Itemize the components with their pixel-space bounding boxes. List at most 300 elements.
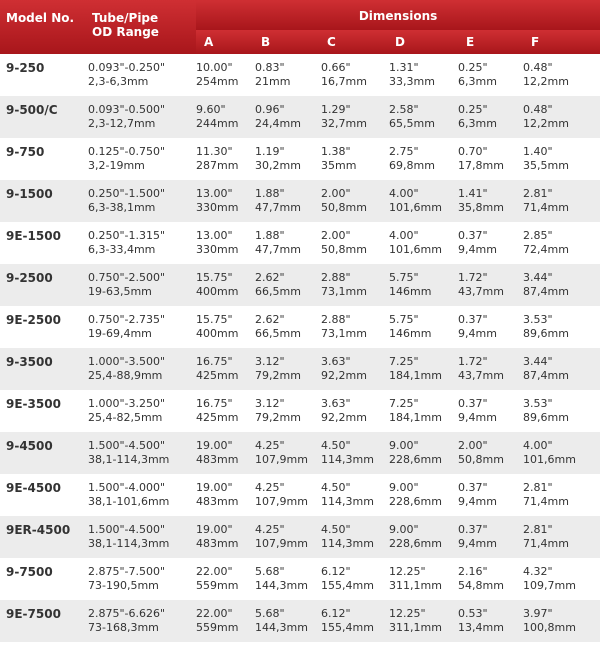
dimension-a-cell bbox=[196, 54, 253, 96]
dimension-mm: 311,1mm bbox=[389, 620, 442, 634]
dimension-d-cell bbox=[387, 96, 458, 138]
dimension-mm: 43,7mm bbox=[458, 368, 504, 382]
dimension-mm: 101,6mm bbox=[389, 242, 442, 256]
dimension-a-cell bbox=[196, 600, 253, 642]
dimension-inches: 9.00" bbox=[389, 439, 419, 452]
table-row bbox=[0, 432, 600, 474]
od-range-inches: 1.500"-4.500" bbox=[88, 523, 166, 536]
od-range-inches: 0.250"-1.315" bbox=[88, 229, 166, 242]
dimension-f-cell bbox=[523, 54, 600, 96]
dimension-e-cell bbox=[458, 96, 523, 138]
dimension-inches: 0.25" bbox=[458, 103, 488, 116]
dimension-inches: 3.12" bbox=[255, 355, 285, 368]
dimension-mm: 12,2mm bbox=[523, 116, 569, 130]
dimension-inches: 12.25" bbox=[389, 607, 426, 620]
dimension-mm: 71,4mm bbox=[523, 536, 569, 550]
dimension-mm: 107,9mm bbox=[255, 452, 308, 466]
dimension-a-cell bbox=[196, 96, 253, 138]
dimension-mm: 65,5mm bbox=[389, 116, 435, 130]
dimension-b-cell bbox=[253, 558, 319, 600]
dimension-mm: 21mm bbox=[255, 74, 291, 88]
dimension-f-cell bbox=[523, 474, 600, 516]
dimension-mm: 559mm bbox=[196, 620, 239, 634]
dimension-mm: 32,7mm bbox=[321, 116, 367, 130]
od-range-inches: 0.750"-2.500" bbox=[88, 271, 166, 284]
od-range-cell bbox=[86, 390, 196, 432]
dimension-d-cell bbox=[387, 516, 458, 558]
dimension-inches: 3.12" bbox=[255, 397, 285, 410]
dimension-mm: 559mm bbox=[196, 578, 239, 592]
dimension-mm: 79,2mm bbox=[255, 368, 301, 382]
dimension-b-cell bbox=[253, 96, 319, 138]
dimension-inches: 16.75" bbox=[196, 397, 233, 410]
dimension-inches: 4.25" bbox=[255, 481, 285, 494]
od-range-inches: 0.250"-1.500" bbox=[88, 187, 166, 200]
od-range-inches: 2.875"-7.500" bbox=[88, 565, 166, 578]
table-row bbox=[0, 474, 600, 516]
dimension-e-cell bbox=[458, 558, 523, 600]
dimension-inches: 2.16" bbox=[458, 565, 488, 578]
dimension-mm: 107,9mm bbox=[255, 536, 308, 550]
dimension-inches: 4.25" bbox=[255, 439, 285, 452]
od-range-cell bbox=[86, 222, 196, 264]
od-range-cell bbox=[86, 96, 196, 138]
od-range-inches: 0.093"-0.500" bbox=[88, 103, 166, 116]
dimension-inches: 2.62" bbox=[255, 271, 285, 284]
dimension-f-cell bbox=[523, 222, 600, 264]
dimension-mm: 71,4mm bbox=[523, 200, 569, 214]
dimension-mm: 330mm bbox=[196, 242, 239, 256]
dimension-c-cell bbox=[319, 474, 387, 516]
model-number: 9-1500 bbox=[6, 187, 53, 201]
dimension-mm: 146mm bbox=[389, 284, 432, 298]
dimension-mm: 101,6mm bbox=[389, 200, 442, 214]
dimension-inches: 4.00" bbox=[389, 187, 419, 200]
od-range-inches: 1.500"-4.000" bbox=[88, 481, 166, 494]
dimension-inches: 4.50" bbox=[321, 523, 351, 536]
dimension-d-cell bbox=[387, 222, 458, 264]
dimension-inches: 2.81" bbox=[523, 481, 553, 494]
dimension-mm: 35,5mm bbox=[523, 158, 569, 172]
dimension-inches: 3.97" bbox=[523, 607, 553, 620]
od-range-inches: 2.875"-6.626" bbox=[88, 607, 166, 620]
dimension-inches: 15.75" bbox=[196, 271, 233, 284]
dimension-a-cell bbox=[196, 222, 253, 264]
dimension-inches: 0.37" bbox=[458, 481, 488, 494]
dimension-inches: 22.00" bbox=[196, 607, 233, 620]
model-number: 9E-4500 bbox=[6, 481, 61, 495]
dimension-b-cell bbox=[253, 180, 319, 222]
dimension-inches: 1.40" bbox=[523, 145, 553, 158]
od-range-inches: 1.000"-3.250" bbox=[88, 397, 166, 410]
dimension-mm: 30,2mm bbox=[255, 158, 301, 172]
dimension-inches: 2.88" bbox=[321, 313, 351, 326]
dimension-mm: 311,1mm bbox=[389, 578, 442, 592]
dimension-b-cell bbox=[253, 306, 319, 348]
dimension-inches: 2.62" bbox=[255, 313, 285, 326]
dimension-mm: 109,7mm bbox=[523, 578, 576, 592]
dimension-mm: 50,8mm bbox=[458, 452, 504, 466]
table-header bbox=[0, 0, 600, 54]
od-range-cell bbox=[86, 516, 196, 558]
header-dim-f: F bbox=[523, 30, 600, 54]
od-range-cell bbox=[86, 180, 196, 222]
dimension-e-cell bbox=[458, 432, 523, 474]
dimension-inches: 12.25" bbox=[389, 565, 426, 578]
dimension-f-cell bbox=[523, 348, 600, 390]
header-od-range bbox=[86, 0, 196, 54]
dimension-inches: 1.41" bbox=[458, 187, 488, 200]
od-range-mm: 2,3-6,3mm bbox=[88, 74, 149, 88]
dimension-e-cell bbox=[458, 306, 523, 348]
model-number: 9-3500 bbox=[6, 355, 53, 369]
table-row bbox=[0, 516, 600, 558]
od-range-inches: 0.093"-0.250" bbox=[88, 61, 166, 74]
dimension-inches: 19.00" bbox=[196, 439, 233, 452]
dimension-mm: 146mm bbox=[389, 326, 432, 340]
dimension-d-cell bbox=[387, 180, 458, 222]
dimension-mm: 47,7mm bbox=[255, 242, 301, 256]
dimension-mm: 17,8mm bbox=[458, 158, 504, 172]
dimension-mm: 47,7mm bbox=[255, 200, 301, 214]
dimension-mm: 54,8mm bbox=[458, 578, 504, 592]
dimension-inches: 0.37" bbox=[458, 523, 488, 536]
dimension-inches: 2.00" bbox=[458, 439, 488, 452]
dimension-c-cell bbox=[319, 348, 387, 390]
dimension-inches: 0.70" bbox=[458, 145, 488, 158]
dimension-inches: 3.44" bbox=[523, 355, 553, 368]
header-dim-a: A bbox=[196, 30, 253, 54]
od-range-mm: 38,1-114,3mm bbox=[88, 452, 170, 466]
dimension-mm: 9,4mm bbox=[458, 326, 497, 340]
dimension-mm: 9,4mm bbox=[458, 242, 497, 256]
dimension-mm: 228,6mm bbox=[389, 494, 442, 508]
dimension-c-cell bbox=[319, 558, 387, 600]
od-range-cell bbox=[86, 432, 196, 474]
od-range-mm: 6,3-38,1mm bbox=[88, 200, 156, 214]
table-row bbox=[0, 558, 600, 600]
dimension-inches: 4.25" bbox=[255, 523, 285, 536]
model-number: 9-2500 bbox=[6, 271, 53, 285]
dimension-a-cell bbox=[196, 432, 253, 474]
dimension-f-cell bbox=[523, 180, 600, 222]
dimension-b-cell bbox=[253, 474, 319, 516]
dimension-b-cell bbox=[253, 264, 319, 306]
model-number: 9-250 bbox=[6, 61, 45, 75]
table-row bbox=[0, 390, 600, 432]
od-range-cell bbox=[86, 306, 196, 348]
dimension-inches: 0.48" bbox=[523, 103, 553, 116]
header-od-range-line2: OD Range bbox=[92, 25, 159, 39]
dimension-e-cell bbox=[458, 474, 523, 516]
dimension-f-cell bbox=[523, 96, 600, 138]
dimension-a-cell bbox=[196, 264, 253, 306]
model-number: 9-4500 bbox=[6, 439, 53, 453]
od-range-inches: 0.750"-2.735" bbox=[88, 313, 166, 326]
dimension-inches: 22.00" bbox=[196, 565, 233, 578]
dimension-inches: 0.83" bbox=[255, 61, 285, 74]
dimension-mm: 33,3mm bbox=[389, 74, 435, 88]
dimension-inches: 0.37" bbox=[458, 229, 488, 242]
od-range-cell bbox=[86, 264, 196, 306]
od-range-mm: 6,3-33,4mm bbox=[88, 242, 156, 256]
od-range-mm: 73-190,5mm bbox=[88, 578, 159, 592]
dimension-e-cell bbox=[458, 348, 523, 390]
dimension-a-cell bbox=[196, 306, 253, 348]
header-dim-e: E bbox=[458, 30, 523, 54]
dimension-b-cell bbox=[253, 516, 319, 558]
dimension-mm: 184,1mm bbox=[389, 368, 442, 382]
dimension-mm: 9,4mm bbox=[458, 494, 497, 508]
model-number: 9ER-4500 bbox=[6, 523, 71, 537]
dimension-d-cell bbox=[387, 54, 458, 96]
table-body bbox=[0, 54, 600, 642]
header-model-no: Model No. bbox=[0, 0, 86, 54]
dimension-mm: 66,5mm bbox=[255, 284, 301, 298]
dimension-inches: 11.30" bbox=[196, 145, 233, 158]
dimension-mm: 114,3mm bbox=[321, 452, 374, 466]
dimension-inches: 4.50" bbox=[321, 481, 351, 494]
dimension-b-cell bbox=[253, 600, 319, 642]
dimension-mm: 483mm bbox=[196, 494, 239, 508]
dimension-mm: 155,4mm bbox=[321, 620, 374, 634]
dimension-mm: 400mm bbox=[196, 326, 239, 340]
dimension-d-cell bbox=[387, 474, 458, 516]
dimension-d-cell bbox=[387, 264, 458, 306]
dimension-inches: 9.00" bbox=[389, 523, 419, 536]
dimension-mm: 228,6mm bbox=[389, 536, 442, 550]
dimension-mm: 9,4mm bbox=[458, 410, 497, 424]
dimension-inches: 1.72" bbox=[458, 271, 488, 284]
dimension-inches: 2.00" bbox=[321, 187, 351, 200]
dimension-mm: 425mm bbox=[196, 368, 239, 382]
dimension-inches: 19.00" bbox=[196, 523, 233, 536]
dimension-d-cell bbox=[387, 138, 458, 180]
od-range-mm: 25,4-82,5mm bbox=[88, 410, 163, 424]
dimension-e-cell bbox=[458, 138, 523, 180]
dimension-b-cell bbox=[253, 54, 319, 96]
dimension-inches: 3.53" bbox=[523, 313, 553, 326]
dimension-inches: 2.85" bbox=[523, 229, 553, 242]
dimension-f-cell bbox=[523, 516, 600, 558]
dimension-inches: 1.31" bbox=[389, 61, 419, 74]
dimension-f-cell bbox=[523, 138, 600, 180]
dimension-inches: 2.00" bbox=[321, 229, 351, 242]
dimension-inches: 1.38" bbox=[321, 145, 351, 158]
dimension-c-cell bbox=[319, 516, 387, 558]
dimension-mm: 92,2mm bbox=[321, 368, 367, 382]
dimension-inches: 1.72" bbox=[458, 355, 488, 368]
dimension-mm: 71,4mm bbox=[523, 494, 569, 508]
dimension-mm: 35,8mm bbox=[458, 200, 504, 214]
dimension-c-cell bbox=[319, 54, 387, 96]
dimension-inches: 1.29" bbox=[321, 103, 351, 116]
dimension-d-cell bbox=[387, 306, 458, 348]
dimension-inches: 7.25" bbox=[389, 355, 419, 368]
dimension-d-cell bbox=[387, 432, 458, 474]
dimension-inches: 3.44" bbox=[523, 271, 553, 284]
table-row bbox=[0, 54, 600, 96]
dimension-inches: 1.88" bbox=[255, 187, 285, 200]
dimension-inches: 7.25" bbox=[389, 397, 419, 410]
dimension-mm: 6,3mm bbox=[458, 116, 497, 130]
dimension-f-cell bbox=[523, 306, 600, 348]
model-number: 9-7500 bbox=[6, 565, 53, 579]
od-range-mm: 19-63,5mm bbox=[88, 284, 152, 298]
dimension-a-cell bbox=[196, 516, 253, 558]
table-row bbox=[0, 306, 600, 348]
dimension-b-cell bbox=[253, 432, 319, 474]
dimension-a-cell bbox=[196, 558, 253, 600]
dimension-d-cell bbox=[387, 348, 458, 390]
model-number: 9E-1500 bbox=[6, 229, 61, 243]
table-row bbox=[0, 138, 600, 180]
dimension-a-cell bbox=[196, 138, 253, 180]
dimension-a-cell bbox=[196, 390, 253, 432]
dimension-mm: 114,3mm bbox=[321, 494, 374, 508]
od-range-cell bbox=[86, 138, 196, 180]
dimension-inches: 1.88" bbox=[255, 229, 285, 242]
table-row bbox=[0, 264, 600, 306]
dimension-inches: 2.81" bbox=[523, 523, 553, 536]
dimension-inches: 15.75" bbox=[196, 313, 233, 326]
dimension-inches: 3.63" bbox=[321, 397, 351, 410]
dimension-mm: 244mm bbox=[196, 116, 239, 130]
dimension-inches: 1.19" bbox=[255, 145, 285, 158]
table-row bbox=[0, 348, 600, 390]
dimension-mm: 69,8mm bbox=[389, 158, 435, 172]
od-range-cell bbox=[86, 348, 196, 390]
header-dim-d: D bbox=[387, 30, 458, 54]
dimension-f-cell bbox=[523, 558, 600, 600]
dimension-mm: 73,1mm bbox=[321, 284, 367, 298]
dimension-inches: 9.60" bbox=[196, 103, 226, 116]
dimension-b-cell bbox=[253, 222, 319, 264]
dimension-mm: 79,2mm bbox=[255, 410, 301, 424]
dimension-inches: 16.75" bbox=[196, 355, 233, 368]
dimension-mm: 184,1mm bbox=[389, 410, 442, 424]
dimension-inches: 4.00" bbox=[389, 229, 419, 242]
model-number: 9E-2500 bbox=[6, 313, 61, 327]
dimension-inches: 6.12" bbox=[321, 607, 351, 620]
dimension-inches: 13.00" bbox=[196, 187, 233, 200]
dimension-c-cell bbox=[319, 96, 387, 138]
dimension-mm: 400mm bbox=[196, 284, 239, 298]
od-range-mm: 2,3-12,7mm bbox=[88, 116, 156, 130]
dimension-inches: 19.00" bbox=[196, 481, 233, 494]
dimension-mm: 483mm bbox=[196, 536, 239, 550]
header-dimensions: Dimensions bbox=[196, 0, 600, 30]
dimension-c-cell bbox=[319, 600, 387, 642]
dimension-mm: 87,4mm bbox=[523, 368, 569, 382]
dimension-e-cell bbox=[458, 180, 523, 222]
dimension-mm: 144,3mm bbox=[255, 578, 308, 592]
dimension-inches: 0.53" bbox=[458, 607, 488, 620]
dimension-inches: 4.00" bbox=[523, 439, 553, 452]
dimension-inches: 10.00" bbox=[196, 61, 233, 74]
dimension-mm: 483mm bbox=[196, 452, 239, 466]
model-number: 9-500/C bbox=[6, 103, 58, 117]
dimension-mm: 73,1mm bbox=[321, 326, 367, 340]
dimension-mm: 50,8mm bbox=[321, 200, 367, 214]
dimension-inches: 4.32" bbox=[523, 565, 553, 578]
dimension-inches: 2.81" bbox=[523, 187, 553, 200]
od-range-mm: 3,2-19mm bbox=[88, 158, 145, 172]
dimension-mm: 144,3mm bbox=[255, 620, 308, 634]
dimension-a-cell bbox=[196, 180, 253, 222]
dimension-f-cell bbox=[523, 432, 600, 474]
od-range-mm: 73-168,3mm bbox=[88, 620, 159, 634]
od-range-cell bbox=[86, 600, 196, 642]
dimension-inches: 0.25" bbox=[458, 61, 488, 74]
od-range-cell bbox=[86, 54, 196, 96]
od-range-cell bbox=[86, 558, 196, 600]
dimension-mm: 24,4mm bbox=[255, 116, 301, 130]
dimension-b-cell bbox=[253, 348, 319, 390]
dimension-inches: 0.66" bbox=[321, 61, 351, 74]
dimension-e-cell bbox=[458, 600, 523, 642]
dimension-inches: 6.12" bbox=[321, 565, 351, 578]
dimension-a-cell bbox=[196, 474, 253, 516]
model-number: 9E-7500 bbox=[6, 607, 61, 621]
dimension-c-cell bbox=[319, 222, 387, 264]
dimension-mm: 50,8mm bbox=[321, 242, 367, 256]
dimension-mm: 35mm bbox=[321, 158, 357, 172]
table-row bbox=[0, 222, 600, 264]
dimension-inches: 0.37" bbox=[458, 397, 488, 410]
dimension-inches: 2.88" bbox=[321, 271, 351, 284]
dimension-mm: 72,4mm bbox=[523, 242, 569, 256]
od-range-mm: 25,4-88,9mm bbox=[88, 368, 163, 382]
dimension-inches: 13.00" bbox=[196, 229, 233, 242]
dimension-mm: 66,5mm bbox=[255, 326, 301, 340]
dimension-mm: 13,4mm bbox=[458, 620, 504, 634]
od-range-mm: 38,1-101,6mm bbox=[88, 494, 170, 508]
table-row bbox=[0, 180, 600, 222]
od-range-inches: 1.000"-3.500" bbox=[88, 355, 166, 368]
dimension-c-cell bbox=[319, 306, 387, 348]
dimension-mm: 9,4mm bbox=[458, 536, 497, 550]
dimension-inches: 5.75" bbox=[389, 313, 419, 326]
dimension-b-cell bbox=[253, 390, 319, 432]
dimension-c-cell bbox=[319, 264, 387, 306]
dimension-mm: 6,3mm bbox=[458, 74, 497, 88]
od-range-mm: 19-69,4mm bbox=[88, 326, 152, 340]
dimension-inches: 0.48" bbox=[523, 61, 553, 74]
dimension-mm: 425mm bbox=[196, 410, 239, 424]
dimension-mm: 107,9mm bbox=[255, 494, 308, 508]
dimension-f-cell bbox=[523, 390, 600, 432]
dimension-mm: 100,8mm bbox=[523, 620, 576, 634]
dimension-c-cell bbox=[319, 390, 387, 432]
dimension-mm: 12,2mm bbox=[523, 74, 569, 88]
dimension-e-cell bbox=[458, 516, 523, 558]
dimension-d-cell bbox=[387, 390, 458, 432]
dimension-inches: 5.68" bbox=[255, 607, 285, 620]
dimension-mm: 114,3mm bbox=[321, 536, 374, 550]
dimension-inches: 0.96" bbox=[255, 103, 285, 116]
dimension-c-cell bbox=[319, 180, 387, 222]
dimension-inches: 2.58" bbox=[389, 103, 419, 116]
model-number: 9E-3500 bbox=[6, 397, 61, 411]
dimension-c-cell bbox=[319, 432, 387, 474]
dimension-inches: 4.50" bbox=[321, 439, 351, 452]
dimension-mm: 155,4mm bbox=[321, 578, 374, 592]
dimension-mm: 101,6mm bbox=[523, 452, 576, 466]
dimension-mm: 89,6mm bbox=[523, 326, 569, 340]
dimension-inches: 2.75" bbox=[389, 145, 419, 158]
dimension-mm: 43,7mm bbox=[458, 284, 504, 298]
